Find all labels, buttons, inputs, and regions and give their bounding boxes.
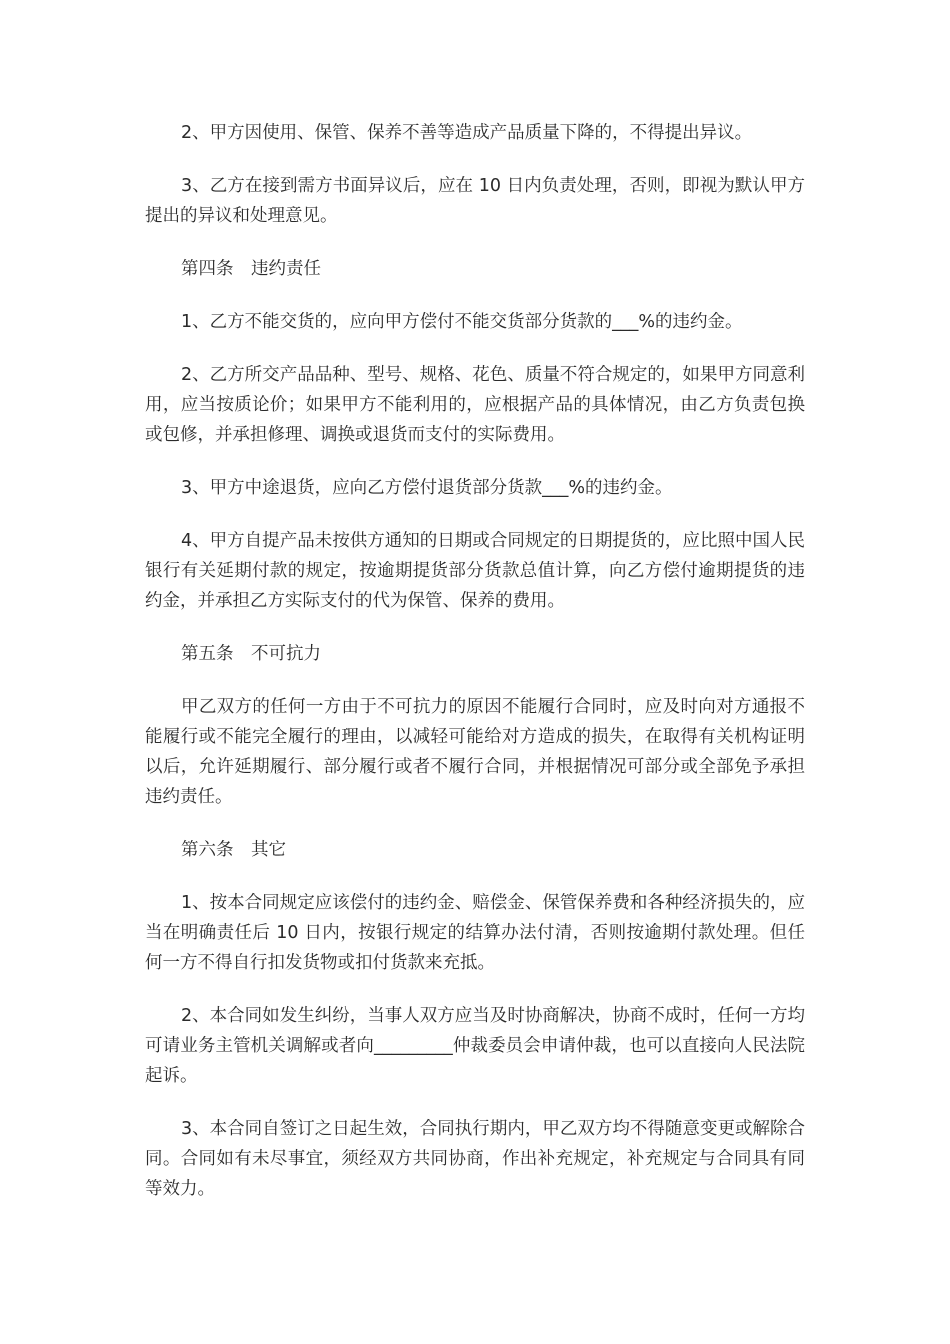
clause-6-item-1: 1、按本合同规定应该偿付的违约金、赔偿金、保管保养费和各种经济损失的，应当在明确责任后 10 日内，按银行规定的结算办法付清，否则按逾期付款处理。但任何一方不得自行扣发货物或扣付货款来充抵。	[145, 893, 805, 973]
clause-3-item-3: 3、乙方在接到需方书面异议后，应在 10 日内负责处理，否则，即视为默认甲方提出的异议和处理意见。	[145, 176, 805, 226]
clause-6-item-3: 3、本合同自签订之日起生效，合同执行期内，甲乙双方均不得随意变更或解除合同。合同如有未尽事宜，须经双方共同协商，作出补充规定，补充规定与合同具有同等效力。	[145, 1119, 805, 1199]
clause-4-item-4: 4、甲方自提产品未按供方通知的日期或合同规定的日期提货的，应比照中国人民银行有关延期付款的规定，按逾期提货部分货款总值计算，向乙方偿付逾期提货的违约金，并承担乙方实际支付的代为保管、保养的费用。	[145, 531, 805, 611]
article-4-heading: 第四条 违约责任	[181, 259, 321, 279]
clause-5-body: 甲乙双方的任何一方由于不可抗力的原因不能履行合同时，应及时向对方通报不能履行或不能完全履行的理由，以减轻可能给对方造成的损失，在取得有关机构证明以后，允许延期履行、部分履行或者不履行合同，并根据情况可部分或全部免予承担违约责任。	[145, 697, 805, 807]
clause-4-item-3: 3、甲方中途退货，应向乙方偿付退货部分货款___%的违约金。	[181, 478, 673, 498]
clause-6-item-2: 2、本合同如发生纠纷，当事人双方应当及时协商解决，协商不成时，任何一方均可请业务主管机关调解或者向_________仲裁委员会申请仲裁，也可以直接向人民法院起诉。	[145, 1006, 805, 1086]
clause-4-item-2: 2、乙方所交产品品种、型号、规格、花色、质量不符合规定的，如果甲方同意利用，应当按质论价；如果甲方不能利用的，应根据产品的具体情况，由乙方负责包换或包修，并承担修理、调换或退货而支付的实际费用。	[145, 365, 805, 445]
document-body	[145, 118, 805, 1227]
clause-4-item-1: 1、乙方不能交货的，应向甲方偿付不能交货部分货款的___%的违约金。	[181, 312, 743, 332]
clause-3-item-2: 2、甲方因使用、保管、保养不善等造成产品质量下降的，不得提出异议。	[181, 123, 753, 143]
article-6-heading: 第六条 其它	[181, 840, 286, 860]
article-5-heading: 第五条 不可抗力	[181, 644, 321, 664]
